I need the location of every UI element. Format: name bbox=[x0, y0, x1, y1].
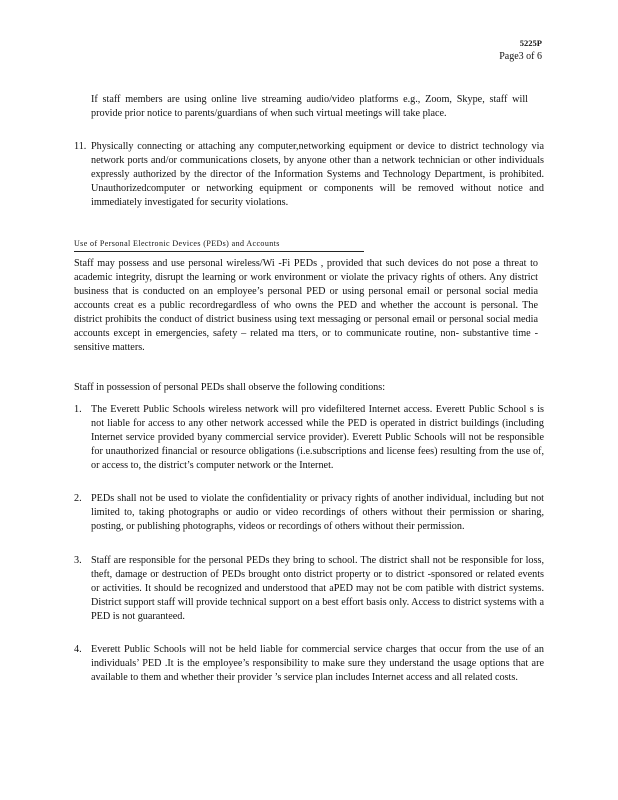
item-text: Physically connecting or attaching any computer,networking equipment or device to district technology via network ports and/or communications closets, by anyone other than a network technician or other individuals expressly authorized by the director of the Information Systems and Technology Department, is prohibited. Unauthorizedcomputer or networking equipment or components will be removed without notice and immediately investigated for security violations. bbox=[91, 141, 544, 208]
item-number: 4. bbox=[74, 644, 82, 655]
item-text: The Everett Public Schools wireless network will pro videfiltered Internet access. Everett Public School s is not liable for access to any other network accessed while the PED is operated in district buildings (including Internet service provided byany commercial service provider). Everett Public Schools will not be responsible for unauthorized financial or resource obligations (i.e.subscriptions and license fees) resulting from the use of, or access to, the district’s computer network or the Internet. bbox=[91, 404, 544, 471]
item-text: PEDs shall not be used to violate the confidentiality or privacy rights of another individual, including but not limited to, taking photographs or audio or video recordings of others without their permission or sharing, posting, or publishing photographs, videos or recordings of others without their permission. bbox=[91, 493, 544, 532]
item-number: 3. bbox=[74, 555, 82, 566]
item-number: 2. bbox=[74, 493, 82, 504]
intro-paragraph: If staff members are using online live streaming audio/video platforms e.g., Zoom, Skype, staff will provide prior notice to parents/guardians of when such virtual meetings will take place. bbox=[91, 94, 528, 119]
item-text: Staff are responsible for the personal PEDs they bring to school. The district shall not be responsible for loss, theft, damage or destruction of PEDs brought onto district property or to district -sponsored or related events or activities. It should be recognized and understood that aPED may not be com patible with district systems. District support staff will provide technical support on a best effort basis only. Access to district systems with a PED is not guaranteed. bbox=[91, 555, 544, 622]
ped-paragraph: Staff may possess and use personal wireless/Wi -Fi PEDs , provided that such devices do not pose a threat to academic integrity, disrupt the learning or work environment or violate the privacy rights of others. Any district business that is conducted on an employee’s personal PED or using personal email or personal social media accounts creat es a public recordregardless of who owns the PED and whether the account is personal. The district prohibits the conduct of district business using text messaging or personal email or personal social media accounts except in emergencies, safety – related ma tters, or to communicate routine, non- substantive time -sensitive matters. bbox=[74, 258, 538, 353]
item-text: Everett Public Schools will not be held liable for commercial service charges that occur from the use of an individuals’ PED .It is the employee’s responsibility to make sure they understand the usage options that are available to them and whether their provider ’s service plan includes Internet access and all related costs. bbox=[91, 644, 544, 683]
policy-code: 5225P bbox=[519, 38, 542, 48]
page-number: Page3 of 6 bbox=[499, 51, 542, 62]
item-number: 11. bbox=[74, 141, 87, 152]
section-heading: Use of Personal Electronic Devices (PEDs) and Accounts bbox=[74, 238, 364, 252]
conditions-intro: Staff in possession of personal PEDs shall observe the following conditions: bbox=[74, 382, 386, 393]
page-header bbox=[499, 37, 542, 63]
item-number: 1. bbox=[74, 404, 82, 415]
